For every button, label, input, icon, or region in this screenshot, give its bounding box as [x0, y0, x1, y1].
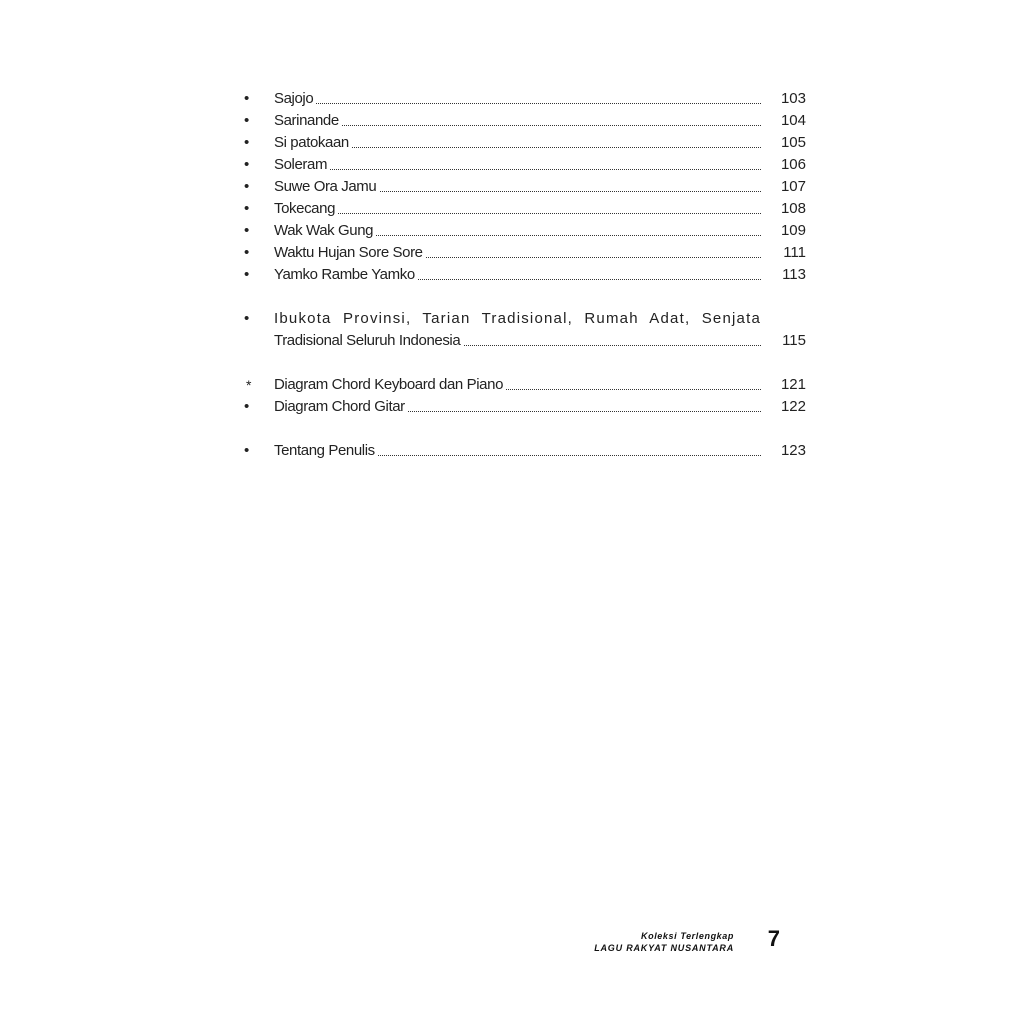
toc-entry-title: Tentang Penulis	[274, 442, 378, 459]
page-footer	[560, 928, 790, 958]
toc-entry	[240, 264, 810, 286]
toc-entry-page: 109	[780, 222, 806, 239]
toc-entry-title: Waktu Hujan Sore Sore	[274, 244, 426, 261]
toc-entry-page: 103	[780, 90, 806, 107]
toc-entry	[240, 242, 810, 264]
toc-entry	[240, 110, 810, 132]
toc-entry	[240, 374, 810, 396]
bullet-marker: •	[244, 156, 249, 173]
bullet-marker: •	[244, 310, 250, 327]
footer-line1: Koleksi Terlengkap	[641, 931, 734, 941]
toc-entry-title-line1: Ibukota Provinsi, Tarian Tradisional, Rumah Adat, Senjata	[274, 310, 761, 327]
page-number: 7	[767, 926, 780, 951]
toc-entry-page: 115	[782, 332, 806, 349]
toc-entry	[240, 154, 810, 176]
toc-entry-page: 108	[780, 200, 806, 217]
toc-entry-page: 104	[780, 112, 806, 129]
bullet-marker: •	[244, 200, 249, 217]
toc-entry-page: 123	[780, 442, 806, 459]
toc-entry	[240, 176, 810, 198]
toc-entry-page: 107	[780, 178, 806, 195]
toc-entry-title-line2: Tradisional Seluruh Indonesia	[274, 332, 463, 349]
toc-entry-page: 122	[780, 398, 806, 415]
toc-entry	[240, 198, 810, 220]
toc-entry-title: Suwe Ora Jamu	[274, 178, 379, 195]
bullet-marker: •	[244, 442, 249, 459]
toc-entry	[240, 88, 810, 110]
bullet-marker: •	[244, 134, 249, 151]
toc-entry-page: 121	[780, 376, 806, 393]
toc-entry-title: Si patokaan	[274, 134, 352, 151]
toc-entry-title: Diagram Chord Keyboard dan Piano	[274, 376, 506, 393]
bullet-marker: •	[244, 90, 249, 107]
toc-entry-title: Sajojo	[274, 90, 316, 107]
bullet-marker: •	[244, 266, 249, 283]
bullet-marker: •	[244, 178, 249, 195]
toc-entry-page: 111	[783, 244, 806, 261]
toc-entry-page: 113	[782, 266, 806, 283]
toc-entry	[240, 440, 810, 462]
bullet-marker: •	[244, 112, 249, 129]
bullet-marker: •	[244, 222, 249, 239]
bullet-marker: •	[244, 398, 249, 415]
toc-entry	[240, 396, 810, 418]
toc-entry	[240, 132, 810, 154]
toc-entry-title: Sarinande	[274, 112, 342, 129]
bullet-marker: •	[244, 244, 249, 261]
toc-entry-title: Wak Wak Gung	[274, 222, 376, 239]
toc-entry-continuation	[240, 330, 810, 352]
toc-entry-title: Tokecang	[274, 200, 338, 217]
footer-book-title	[594, 930, 734, 954]
toc-entry-title: Soleram	[274, 156, 330, 173]
toc-entry	[240, 220, 810, 242]
toc-entry-page: 105	[780, 134, 806, 151]
toc-entry-multiline	[240, 308, 810, 330]
toc-entry-page: 106	[780, 156, 806, 173]
toc-entry-title: Diagram Chord Gitar	[274, 398, 408, 415]
toc-entry-title: Yamko Rambe Yamko	[274, 266, 418, 283]
footer-line2: LAGU RAKYAT NUSANTARA	[594, 943, 734, 953]
asterisk-marker: *	[246, 377, 252, 393]
table-of-contents	[240, 88, 810, 462]
